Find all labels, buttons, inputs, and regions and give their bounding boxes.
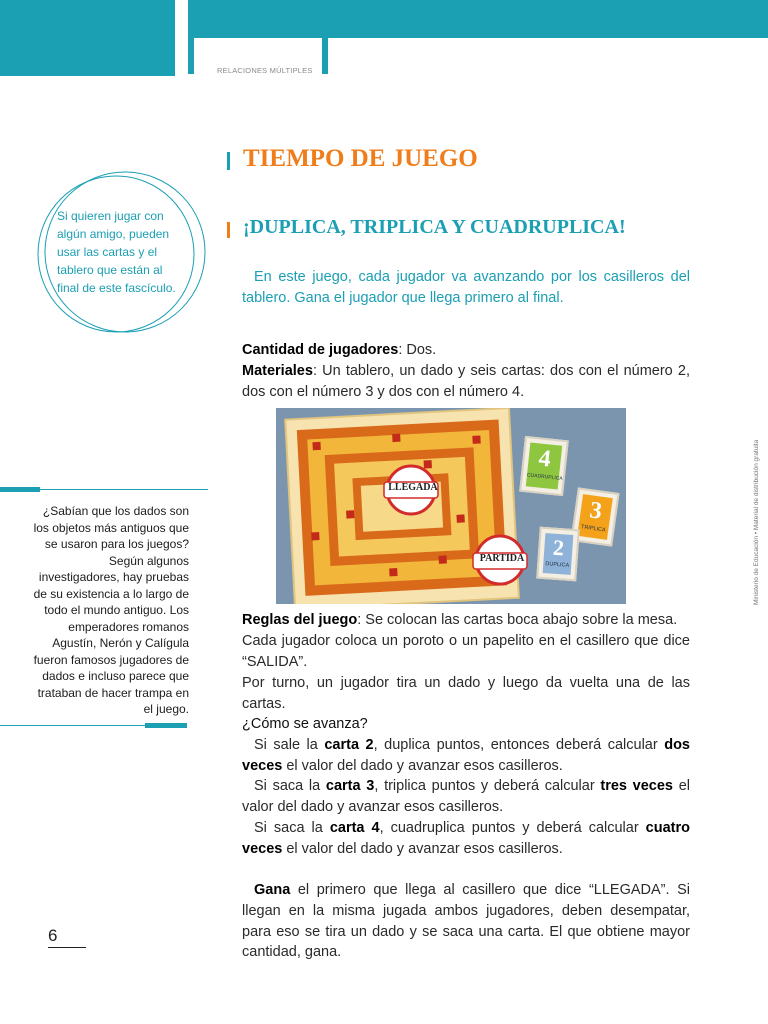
rules-line-1 [242,610,690,631]
section-label: RELACIONES MÚLTIPLES [217,66,313,75]
card-three-face [577,494,613,540]
card-four [519,436,569,496]
rules-line-2: Cada jugador coloca un poroto o un papelito en el casillero que dice “SALIDA”. [242,633,690,670]
header-block-left [0,0,175,76]
card-four-face [526,442,562,489]
card-two-word: DUPLICA [545,561,570,569]
players-label: Cantidad de jugadores [242,342,399,358]
card-two [536,527,580,582]
game-subtitle: ¡DUPLICA, TRIPLICA Y CUADRUPLICA! [243,216,626,238]
card-three-word: TRIPLICA [580,524,607,534]
arrival-label: LLEGADA [388,482,438,493]
page-number-rule [48,947,86,948]
sidebar-fact: ¿Sabían que los dados son los objetos más antiguos que se usaron para los juegos? Según algunos investigadores, hay pruebas de su existencia a lo largo de todo el mundo antiguo. Los emperadores romanos Agustín, Nerón y Calígula fueron famosos jugadores de dados e incluso parece que trataban de hacer trampa en el juego. [33,504,189,716]
materials-label: Materiales [242,363,313,379]
rules-label: Reglas del juego [242,612,358,628]
sidebar-top-tab [0,487,40,492]
advance-p2: Si saca la carta 3, triplica puntos y deberá calcular tres veces el valor del dado y avanzar esos casilleros. [242,778,690,815]
sidebar-bottom-tab [145,723,187,728]
card-two-number: 2 [552,534,565,561]
header-bar [188,0,768,38]
sidebar-bottom-rule [0,725,145,726]
side-credit: Ministerio de Educación • Material de distribución gratuita [753,439,760,605]
materials-text: : Un tablero, un dado y seis cartas: dos con el número 2, dos con el número 3 y dos con el número 4. [242,363,690,400]
players-line [242,340,690,361]
circle-note: Si quieren jugar con algún amigo, pueden usar las cartas y el tablero que están al final de este fascículo. [57,209,176,295]
rules-text-1: : Se colocan las cartas boca abajo sobre la mesa. [357,612,678,628]
advance-p1: Si sale la carta 2, duplica puntos, entonces deberá calcular dos veces el valor del dado y avanzar esos casilleros. [242,737,690,774]
advance-p3: Si saca la carta 4, cuadruplica puntos y deberá calcular cuatro veces el valor del dado y avanzar esos casilleros. [242,820,690,857]
sidebar-top-rule [40,489,208,490]
win-bold: Gana [254,882,291,898]
players-text: : Dos. [398,342,437,358]
card-four-number: 4 [537,445,553,473]
card-four-word: CUADRUPLICA [526,472,563,482]
card-two-face [543,533,574,575]
subtitle-marker [227,222,230,238]
materials-line [242,361,690,403]
win-paragraph [242,880,690,963]
header-tick-right [322,38,328,74]
title-marker [227,152,230,170]
board-illustration [276,408,626,604]
card-three-number: 3 [588,497,604,525]
start-label: PARTIDA [479,553,525,564]
win-text: el primero que llega al casillero que dice “LLEGADA”. Si llegan en la misma jugada ambos jugadores, deben desempatar, para eso se tira un dado y se saca una carta. El que obtiene mayor cantidad, gana. [242,882,690,961]
rules-line-3: Por turno, un jugador tira un dado y luego da vuelta una de las cartas. [242,675,690,712]
page-number: 6 [48,926,58,945]
intro-text: En este juego, cada jugador va avanzando por los casilleros del tablero. Gana el jugador que llega primero al final. [242,269,690,306]
page-title: TIEMPO DE JUEGO [243,145,478,172]
header-tick-left [188,38,194,74]
advance-heading: ¿Cómo se avanza? [242,716,368,732]
